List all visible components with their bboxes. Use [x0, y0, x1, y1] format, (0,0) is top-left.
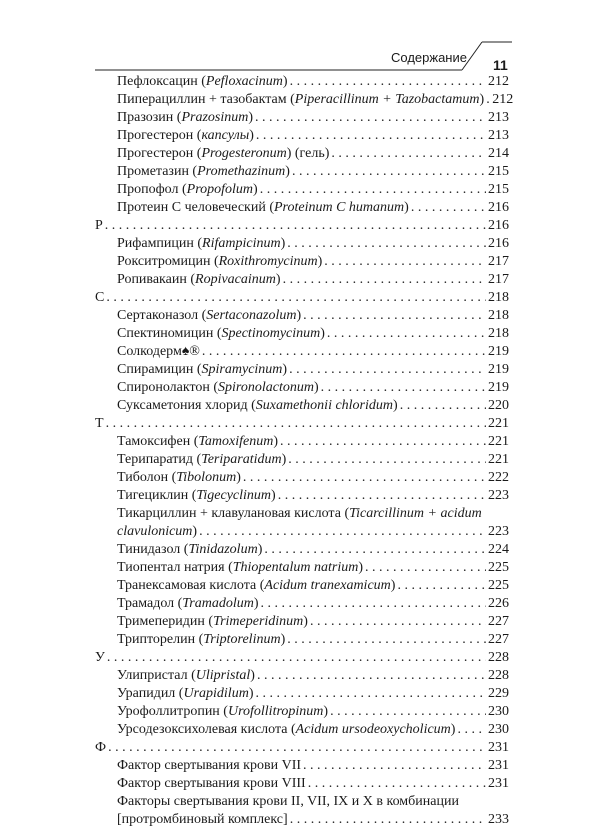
toc-entry: [117, 469, 509, 487]
dot-leader: [411, 199, 486, 217]
header-rule: [0, 0, 600, 80]
dot-leader: [303, 757, 486, 775]
toc-letter-heading: [95, 739, 509, 757]
entry-suffix: ): [248, 110, 254, 125]
entry-suffix: ): [236, 470, 241, 485]
toc-entry: [117, 541, 509, 559]
entry-suffix: ): [390, 578, 396, 593]
dot-leader: [303, 307, 486, 325]
entry-title: [117, 109, 253, 127]
entry-title: [117, 613, 308, 631]
toc-entry: [117, 811, 509, 829]
dot-leader: [264, 541, 486, 559]
toc-letter-heading: [95, 217, 509, 235]
entry-latin-name: капсулы: [201, 128, 250, 143]
toc-entry: [117, 685, 509, 703]
entry-suffix: ): [313, 380, 319, 395]
entry-latin-name: Teriparatidum: [201, 452, 282, 467]
toc-entry: [117, 163, 509, 181]
page-ref: 212: [492, 92, 514, 107]
entry-suffix: ): [280, 632, 286, 647]
entry-latin-name: Thiopentalum natrium: [232, 560, 359, 575]
toc-entry: [117, 703, 509, 721]
dot-leader: [321, 379, 486, 397]
toc-entry: [117, 307, 509, 325]
dot-leader: [280, 433, 486, 451]
dot-leader: [108, 739, 486, 757]
entry-suffix: ): [317, 254, 323, 269]
entry-name: Солкодерм: [117, 344, 182, 359]
toc-entry: [117, 145, 509, 163]
page-ref: 233: [488, 812, 509, 827]
dot-leader: [310, 613, 486, 631]
entry-name: Пиперациллин + тазобактам (: [117, 92, 295, 107]
page-ref: 231: [488, 758, 509, 773]
page-ref: 225: [488, 578, 509, 593]
entry-name: Празозин (: [117, 110, 182, 125]
page-ref: 213: [488, 128, 509, 143]
page-ref: 221: [488, 416, 509, 431]
entry-title: [117, 469, 241, 487]
entry-title: [117, 235, 285, 253]
entry-title: [117, 577, 395, 595]
entry-name: Урапидил (: [117, 686, 184, 701]
page-header: [0, 0, 600, 80]
entry-name: Спиронолактон (: [117, 380, 219, 395]
dot-leader: [107, 649, 486, 667]
entry-name: Трипторелин (: [117, 632, 204, 647]
toc-entry: [117, 73, 509, 91]
entry-title: [117, 721, 455, 739]
toc-entry: [117, 253, 509, 271]
letter-label: С: [95, 290, 105, 305]
page-ref: 217: [488, 254, 509, 269]
toc-entry: [117, 379, 509, 397]
dot-leader: [290, 811, 486, 829]
entry-suffix: ): [296, 308, 302, 323]
entry-suffix: ): [248, 686, 254, 701]
page-ref: 231: [488, 740, 509, 755]
entry-title: [117, 397, 398, 415]
entry-latin-name: Spironolactonum: [218, 380, 314, 395]
entry-name: Тинидазол (: [117, 542, 189, 557]
entry-name: Суксаметония хлорид (: [117, 398, 256, 413]
page-ref: 218: [488, 308, 509, 323]
dot-leader: [331, 145, 486, 163]
dot-leader: [199, 523, 486, 541]
dot-leader: [278, 487, 486, 505]
dot-leader: [400, 397, 486, 415]
entry-latin-name: Ropivacainum: [195, 272, 276, 287]
entry-suffix: ): [192, 524, 198, 539]
entry-latin-name: Promethazinum: [197, 164, 286, 179]
entry-suffix: ): [253, 596, 259, 611]
toc-letter-heading: [95, 649, 509, 667]
page-ref: 231: [488, 776, 509, 791]
entry-suffix: ): [250, 668, 255, 683]
toc-entry: [117, 343, 509, 361]
entry-suffix: ): [323, 704, 329, 719]
page-ref: 230: [488, 722, 509, 737]
toc-entry: [117, 199, 509, 217]
entry-suffix: ): [282, 74, 288, 89]
page-ref: 216: [488, 200, 509, 215]
entry-title: [117, 271, 281, 289]
entry-name: Тиболон (: [117, 470, 177, 485]
entry-title: [117, 703, 328, 721]
entry-suffix: ): [273, 434, 278, 449]
entry-title: [117, 487, 276, 505]
dot-leader: [255, 685, 486, 703]
entry-title: [117, 325, 325, 343]
dot-leader: [287, 631, 486, 649]
page-ref: 224: [488, 542, 509, 557]
page-number: 11: [493, 57, 508, 73]
entry-name: Урофоллитропин (: [117, 704, 228, 719]
entry-name: Пропофол (: [117, 182, 187, 197]
entry-suffix: ♠®: [181, 344, 200, 359]
page-ref: 218: [488, 290, 509, 305]
entry-title: [117, 506, 482, 521]
entry-latin-name: Triptorelinum: [203, 632, 281, 647]
page-ref: 222: [488, 470, 509, 485]
entry-suffix: ): [257, 542, 263, 557]
page-ref: 223: [488, 524, 509, 539]
dot-leader: [290, 73, 486, 91]
page-ref: 228: [488, 650, 509, 665]
entry-latin-name: Tigecyclinum: [196, 488, 272, 503]
toc-entry: [117, 487, 509, 505]
letter-label: Ф: [95, 740, 107, 755]
entry-title: [117, 541, 262, 559]
entry-title: [117, 757, 301, 775]
entry-title: [117, 361, 287, 379]
dot-leader: [257, 667, 486, 685]
toc-entry: [117, 721, 509, 739]
entry-latin-name: Roxithromycinum: [218, 254, 318, 269]
entry-suffix: ): [479, 92, 485, 107]
page-ref: 215: [488, 182, 509, 197]
entry-name: Фактор свертывания крови VII: [117, 758, 302, 773]
entry-suffix: ): [282, 362, 288, 377]
entry-suffix: ): [358, 560, 364, 575]
entry-name: Прогестерон (: [117, 146, 202, 161]
page-ref: 219: [488, 362, 509, 377]
entry-latin-name: Spiramycinum: [201, 362, 283, 377]
toc-entry: [117, 181, 509, 199]
entry-name: Терипаратид (: [117, 452, 202, 467]
entry-suffix: ) (гель): [286, 146, 330, 161]
entry-latin-name: Proteinum C humanum: [273, 200, 405, 215]
entry-suffix: ): [253, 182, 258, 197]
entry-name: [протромбиновый комплекс]: [117, 812, 288, 827]
page-ref: 216: [488, 236, 509, 251]
dot-leader: [105, 217, 486, 235]
dot-leader: [308, 775, 486, 793]
entry-name: Урсодезоксихолевая кислота (: [117, 722, 296, 737]
entry-name: Пефлоксацин (: [117, 74, 206, 89]
letter-label: У: [95, 650, 105, 665]
entry-latin-name: Ticarcillinum + acidum: [349, 506, 482, 521]
entry-suffix: ): [320, 326, 325, 341]
toc-entry: [117, 559, 509, 577]
entry-title: [117, 631, 285, 649]
dot-leader: [283, 271, 486, 289]
entry-name: Тиопентал натрия (: [117, 560, 233, 575]
entry-latin-name: Tibolonum: [176, 470, 237, 485]
entry-name: Фактор свертывания крови VIII: [117, 776, 306, 791]
entry-suffix: ): [303, 614, 308, 629]
entry-title: [117, 559, 363, 577]
toc-entry: [117, 775, 509, 793]
entry-name: Улипристал (: [117, 668, 196, 683]
page-ref: 215: [488, 164, 509, 179]
page-ref: 219: [488, 380, 509, 395]
page-ref: 219: [488, 344, 509, 359]
entry-title: [117, 794, 459, 809]
entry-title: [117, 91, 484, 109]
toc-entry: [117, 577, 509, 595]
toc-entry: [117, 451, 509, 469]
dot-leader: [255, 109, 486, 127]
dot-leader: [324, 253, 486, 271]
dot-leader: [397, 577, 486, 595]
section-title: Содержание: [391, 50, 467, 65]
entry-latin-name: Tinidazolum: [188, 542, 258, 557]
toc-entry: [117, 631, 509, 649]
dot-leader: [288, 451, 486, 469]
page-ref: 216: [488, 218, 509, 233]
dot-leader: [365, 559, 486, 577]
entry-name: Трамадол (: [117, 596, 183, 611]
page-ref: 227: [488, 632, 509, 647]
entry-suffix: ): [404, 200, 409, 215]
entry-latin-name: Piperacillinum + Tazobactamum: [294, 92, 480, 107]
toc-entry: [117, 271, 509, 289]
entry-latin-name: Pefloxacinum: [205, 74, 283, 89]
toc-entry: [117, 91, 514, 109]
page-ref: 212: [488, 74, 509, 89]
entry-name: Прометазин (: [117, 164, 198, 179]
entry-title: [117, 775, 306, 793]
toc-entry: [117, 109, 509, 127]
page-ref: 230: [488, 704, 509, 719]
toc-entry: [117, 433, 509, 451]
entry-title: [117, 433, 278, 451]
dot-leader: [202, 343, 486, 361]
page-ref: 218: [488, 326, 509, 341]
page-ref: 220: [488, 398, 509, 413]
dot-leader: [330, 703, 486, 721]
entry-suffix: ): [280, 236, 286, 251]
entry-title: [117, 667, 255, 685]
page-ref: 227: [488, 614, 509, 629]
entry-latin-name: Ulipristal: [195, 668, 251, 683]
entry-suffix: ): [450, 722, 456, 737]
entry-title: [117, 343, 200, 361]
entry-latin-name: Acidum tranexamicum: [264, 578, 391, 593]
entry-suffix: ): [249, 128, 254, 143]
entry-latin-name: Urapidilum: [183, 686, 249, 701]
entry-suffix: ): [275, 272, 281, 287]
page-ref: 228: [488, 668, 509, 683]
entry-title: [117, 379, 319, 397]
entry-latin-name: Rifampicinum: [202, 236, 281, 251]
entry-name: Рифампицин (: [117, 236, 203, 251]
page-ref: 217: [488, 272, 509, 287]
dot-leader: [287, 235, 486, 253]
entry-latin-name: Suxamethonii chloridum: [255, 398, 394, 413]
entry-title: [117, 523, 197, 541]
entry-latin-name: Urofollitropinum: [227, 704, 324, 719]
entry-name: Ропивакаин (: [117, 272, 196, 287]
toc-entry: [117, 505, 509, 523]
entry-title: [117, 307, 301, 325]
entry-title: [117, 127, 254, 145]
entry-latin-name: Sertaconazolum: [206, 308, 297, 323]
toc-entry: [117, 667, 509, 685]
entry-name: Тамоксифен (: [117, 434, 199, 449]
page-ref: 229: [488, 686, 509, 701]
entry-name: Прогестерон (: [117, 128, 202, 143]
entry-name: Факторы свертывания крови II, VII, IX и X в комбинации: [117, 794, 459, 809]
entry-name: Спирамицин (: [117, 362, 202, 377]
entry-latin-name: Acidum ursodeoxycholicum: [295, 722, 451, 737]
entry-suffix: ): [281, 452, 287, 467]
entry-latin-name: Spectinomycinum: [221, 326, 321, 341]
page-ref: 213: [488, 110, 509, 125]
entry-name: Рокситромицин (: [117, 254, 219, 269]
toc-entry: [117, 757, 509, 775]
dot-leader: [289, 361, 486, 379]
entry-latin-name: clavulonicum: [117, 524, 193, 539]
page-ref: 221: [488, 452, 509, 467]
entry-title: [117, 145, 329, 163]
entry-name: Тримеперидин (: [117, 614, 214, 629]
toc-entry: [117, 235, 509, 253]
dot-leader: [106, 289, 486, 307]
entry-latin-name: Progesteronum: [201, 146, 287, 161]
entry-title: [117, 595, 259, 613]
entry-name: Тикарциллин + клавулановая кислота (: [117, 506, 350, 521]
dot-leader: [327, 325, 486, 343]
toc-letter-heading: [95, 415, 509, 433]
entry-title: [117, 199, 409, 217]
page-ref: 225: [488, 560, 509, 575]
entry-name: Протеин С человеческий (: [117, 200, 274, 215]
entry-name: Транексамовая кислота (: [117, 578, 265, 593]
toc-entry: [117, 595, 509, 613]
dot-leader: [457, 721, 486, 739]
toc-entry: [117, 613, 509, 631]
entry-name: Тигециклин (: [117, 488, 197, 503]
dot-leader: [260, 181, 486, 199]
toc-entry: [117, 523, 509, 541]
dot-leader: [292, 163, 486, 181]
entry-suffix: ): [285, 164, 290, 179]
dot-leader: [243, 469, 486, 487]
toc-entry: [117, 127, 509, 145]
letter-label: Т: [95, 416, 104, 431]
entry-latin-name: Prazosinum: [181, 110, 249, 125]
entry-suffix: ): [393, 398, 398, 413]
entry-name: Сертаконазол (: [117, 308, 207, 323]
page-ref: 226: [488, 596, 509, 611]
entry-latin-name: Tamoxifenum: [198, 434, 274, 449]
entry-title: [117, 181, 258, 199]
toc-entry: [117, 793, 509, 811]
entry-title: [117, 253, 322, 271]
toc-entry: [117, 325, 509, 343]
entry-title: [117, 163, 290, 181]
entry-suffix: ): [271, 488, 276, 503]
entry-latin-name: Trimeperidinum: [213, 614, 304, 629]
page-ref: 223: [488, 488, 509, 503]
letter-label: Р: [95, 218, 103, 233]
dot-leader: [106, 415, 486, 433]
dot-leader: [261, 595, 486, 613]
toc-letter-heading: [95, 289, 509, 307]
entry-title: [117, 685, 253, 703]
entry-title: [117, 73, 288, 91]
dot-leader: [486, 91, 490, 109]
entry-title: [117, 811, 288, 829]
toc-entry: [117, 361, 509, 379]
entry-title: [117, 451, 286, 469]
dot-leader: [256, 127, 486, 145]
toc-entry: [117, 397, 509, 415]
entry-latin-name: Propofolum: [186, 182, 254, 197]
entry-latin-name: Tramadolum: [182, 596, 254, 611]
page-ref: 221: [488, 434, 509, 449]
entry-name: Спектиномицин (: [117, 326, 222, 341]
page-ref: 214: [488, 146, 509, 161]
